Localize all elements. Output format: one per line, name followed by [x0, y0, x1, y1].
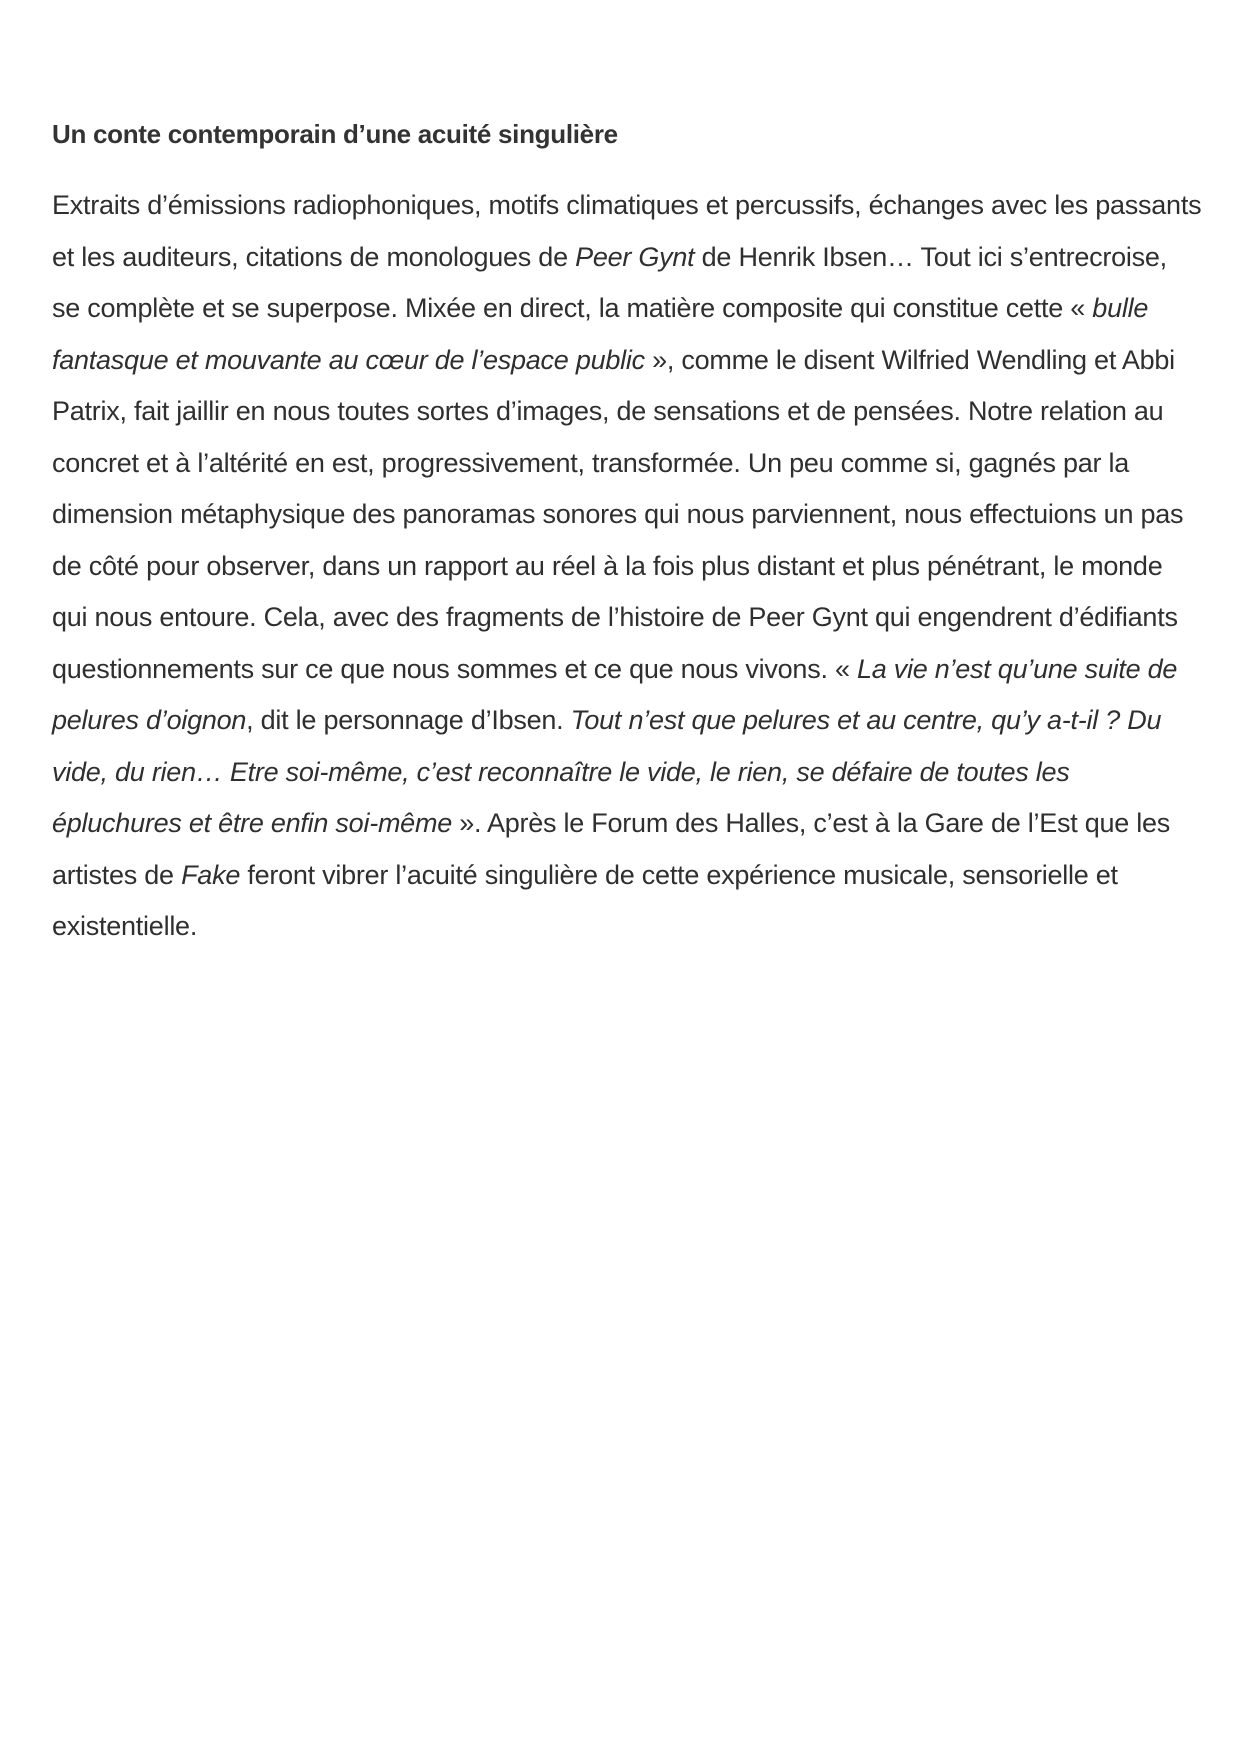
- text-segment: , dit le personnage d’Ibsen.: [246, 705, 571, 735]
- italic-title-peer-gynt: Peer Gynt: [575, 241, 695, 272]
- italic-quote: La vie n’est qu’une suite de pelures d’oignon: [52, 653, 1178, 735]
- article-heading: Un conte contemporain d’une acuité singulière: [52, 119, 618, 149]
- italic-quote: bulle fantasque et mouvante au cœur de l’espace public: [52, 293, 1149, 375]
- italic-quote: Tout n’est que pelures et au centre, qu’y a-t-il ? Du vide, du rien… Etre soi-même, c’est reconnaître le vide, le rien, se défaire de toutes les épluchures et être enfin soi-même: [52, 705, 1162, 838]
- text-segment: feront vibrer l’acuité singulière de cette expérience musicale, sensorielle et existentielle.: [52, 859, 1118, 941]
- article-paragraph: [52, 180, 1202, 953]
- italic-title-fake: Fake: [181, 859, 241, 890]
- text-segment: Extraits d’émissions radiophoniques, motifs climatiques et percussifs, échanges avec les passants et les auditeurs, citations de monologues de: [52, 190, 1202, 272]
- text-segment: », comme le disent Wilfried Wendling et Abbi Patrix, fait jaillir en nous toutes sortes d’images, de sensations et de pensées. Notre relation au concret et à l’altérité en est, progressivement, transformée. Un peu comme si, gagnés par la dimension métaphysique des panoramas sonores qui nous parviennent, nous effectuions un pas de côté pour observer, dans un rapport au réel à la fois plus distant et plus pénétrant, le monde qui nous entoure. Cela, avec des fragments de l’histoire de Peer Gynt qui engendrent d’édifiants questionnements sur ce que nous sommes et ce que nous vivons. «: [52, 344, 1184, 684]
- text-segment: de Henrik Ibsen… Tout ici s’entrecroise, se complète et se superpose. Mixée en direct, la matière composite qui constitue cette «: [52, 241, 1167, 323]
- article: [52, 116, 1202, 953]
- text-segment: ». Après le Forum des Halles, c’est à la Gare de l’Est que les artistes de: [52, 808, 1171, 890]
